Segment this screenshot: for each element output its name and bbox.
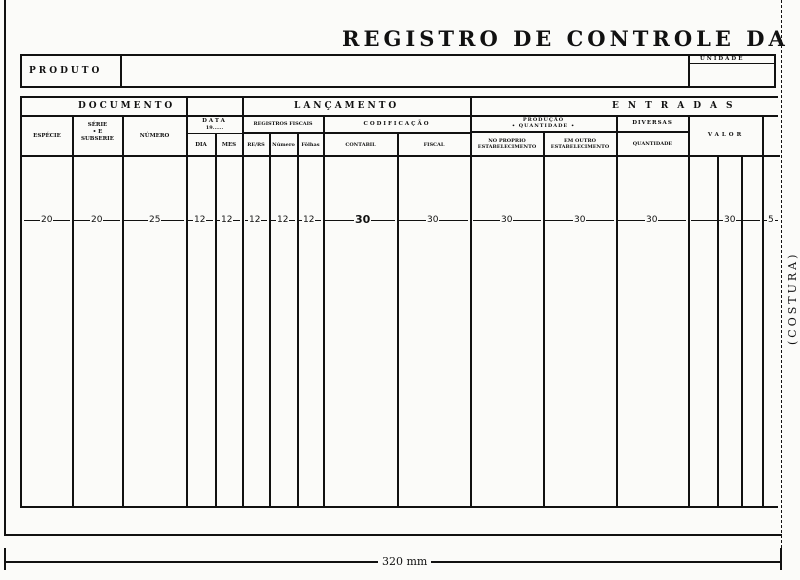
col-folhas: Fôlhas bbox=[301, 142, 320, 148]
col-especie: ESPÉCIE bbox=[33, 133, 61, 139]
col-diversas: DIVERSAS bbox=[632, 120, 673, 126]
main-table bbox=[20, 96, 778, 508]
col-mes: MES bbox=[221, 142, 237, 148]
width-label: 320 mm bbox=[378, 556, 431, 567]
col-numero: NÚMERO bbox=[139, 133, 170, 139]
col-numero-reg: Número bbox=[272, 142, 295, 148]
dim-re-rs: 12 bbox=[249, 215, 261, 225]
col-serie: SÉRIE • E SUBSERIE bbox=[81, 122, 114, 142]
dim-last: 5 bbox=[768, 215, 774, 225]
dim-quantidade: 30 bbox=[646, 215, 658, 225]
dim-folhas: 12 bbox=[303, 215, 315, 225]
col-contabil: CONTABIL bbox=[345, 142, 376, 148]
col-fiscal: FISCAL bbox=[423, 142, 445, 148]
col-dia: DIA bbox=[195, 142, 207, 148]
col-no-proprio: NO PROPRIO ESTABELECIMENTO bbox=[477, 138, 537, 150]
col-data-year: 19...... bbox=[205, 125, 224, 131]
col-quantidade: QUANTIDADE bbox=[632, 141, 673, 147]
col-data: DATA bbox=[202, 118, 227, 124]
stitch-line bbox=[781, 0, 782, 548]
col-producao: PRODUÇÃO • QUANTIDADE • bbox=[511, 117, 576, 129]
dim-em-outro: 30 bbox=[574, 215, 586, 225]
dim-contabil: 30 bbox=[355, 213, 371, 226]
col-re-rs: RE/RS bbox=[247, 142, 265, 148]
unidade-label: UNIDADE bbox=[700, 56, 745, 62]
costura-label: (COSTURA) bbox=[786, 251, 799, 345]
dim-fiscal: 30 bbox=[427, 215, 439, 225]
section-documento: DOCUMENTO bbox=[78, 101, 176, 111]
produto-label: PRODUTO bbox=[29, 66, 103, 76]
dim-numero: 25 bbox=[149, 215, 161, 225]
dim-numero-reg: 12 bbox=[277, 215, 289, 225]
col-em-outro: EM OUTRO ESTABELECIMENTO bbox=[550, 138, 610, 150]
produto-field[interactable] bbox=[124, 57, 684, 85]
section-entradas: ENTRADAS bbox=[612, 101, 742, 111]
section-lancamento: LANÇAMENTO bbox=[294, 101, 400, 111]
form-title: REGISTRO DE CONTROLE DA bbox=[342, 26, 789, 51]
dim-valor: 30 bbox=[724, 215, 736, 225]
dim-especie: 20 bbox=[41, 215, 53, 225]
dim-serie: 20 bbox=[91, 215, 103, 225]
dim-mes: 12 bbox=[221, 215, 233, 225]
col-codificacao: CODIFICAÇÃO bbox=[363, 121, 431, 127]
col-registros-fiscais: REGISTROS FISCAIS bbox=[253, 121, 313, 127]
col-valor: VALOR bbox=[707, 132, 745, 138]
dim-dia: 12 bbox=[194, 215, 206, 225]
dim-no-proprio: 30 bbox=[501, 215, 513, 225]
